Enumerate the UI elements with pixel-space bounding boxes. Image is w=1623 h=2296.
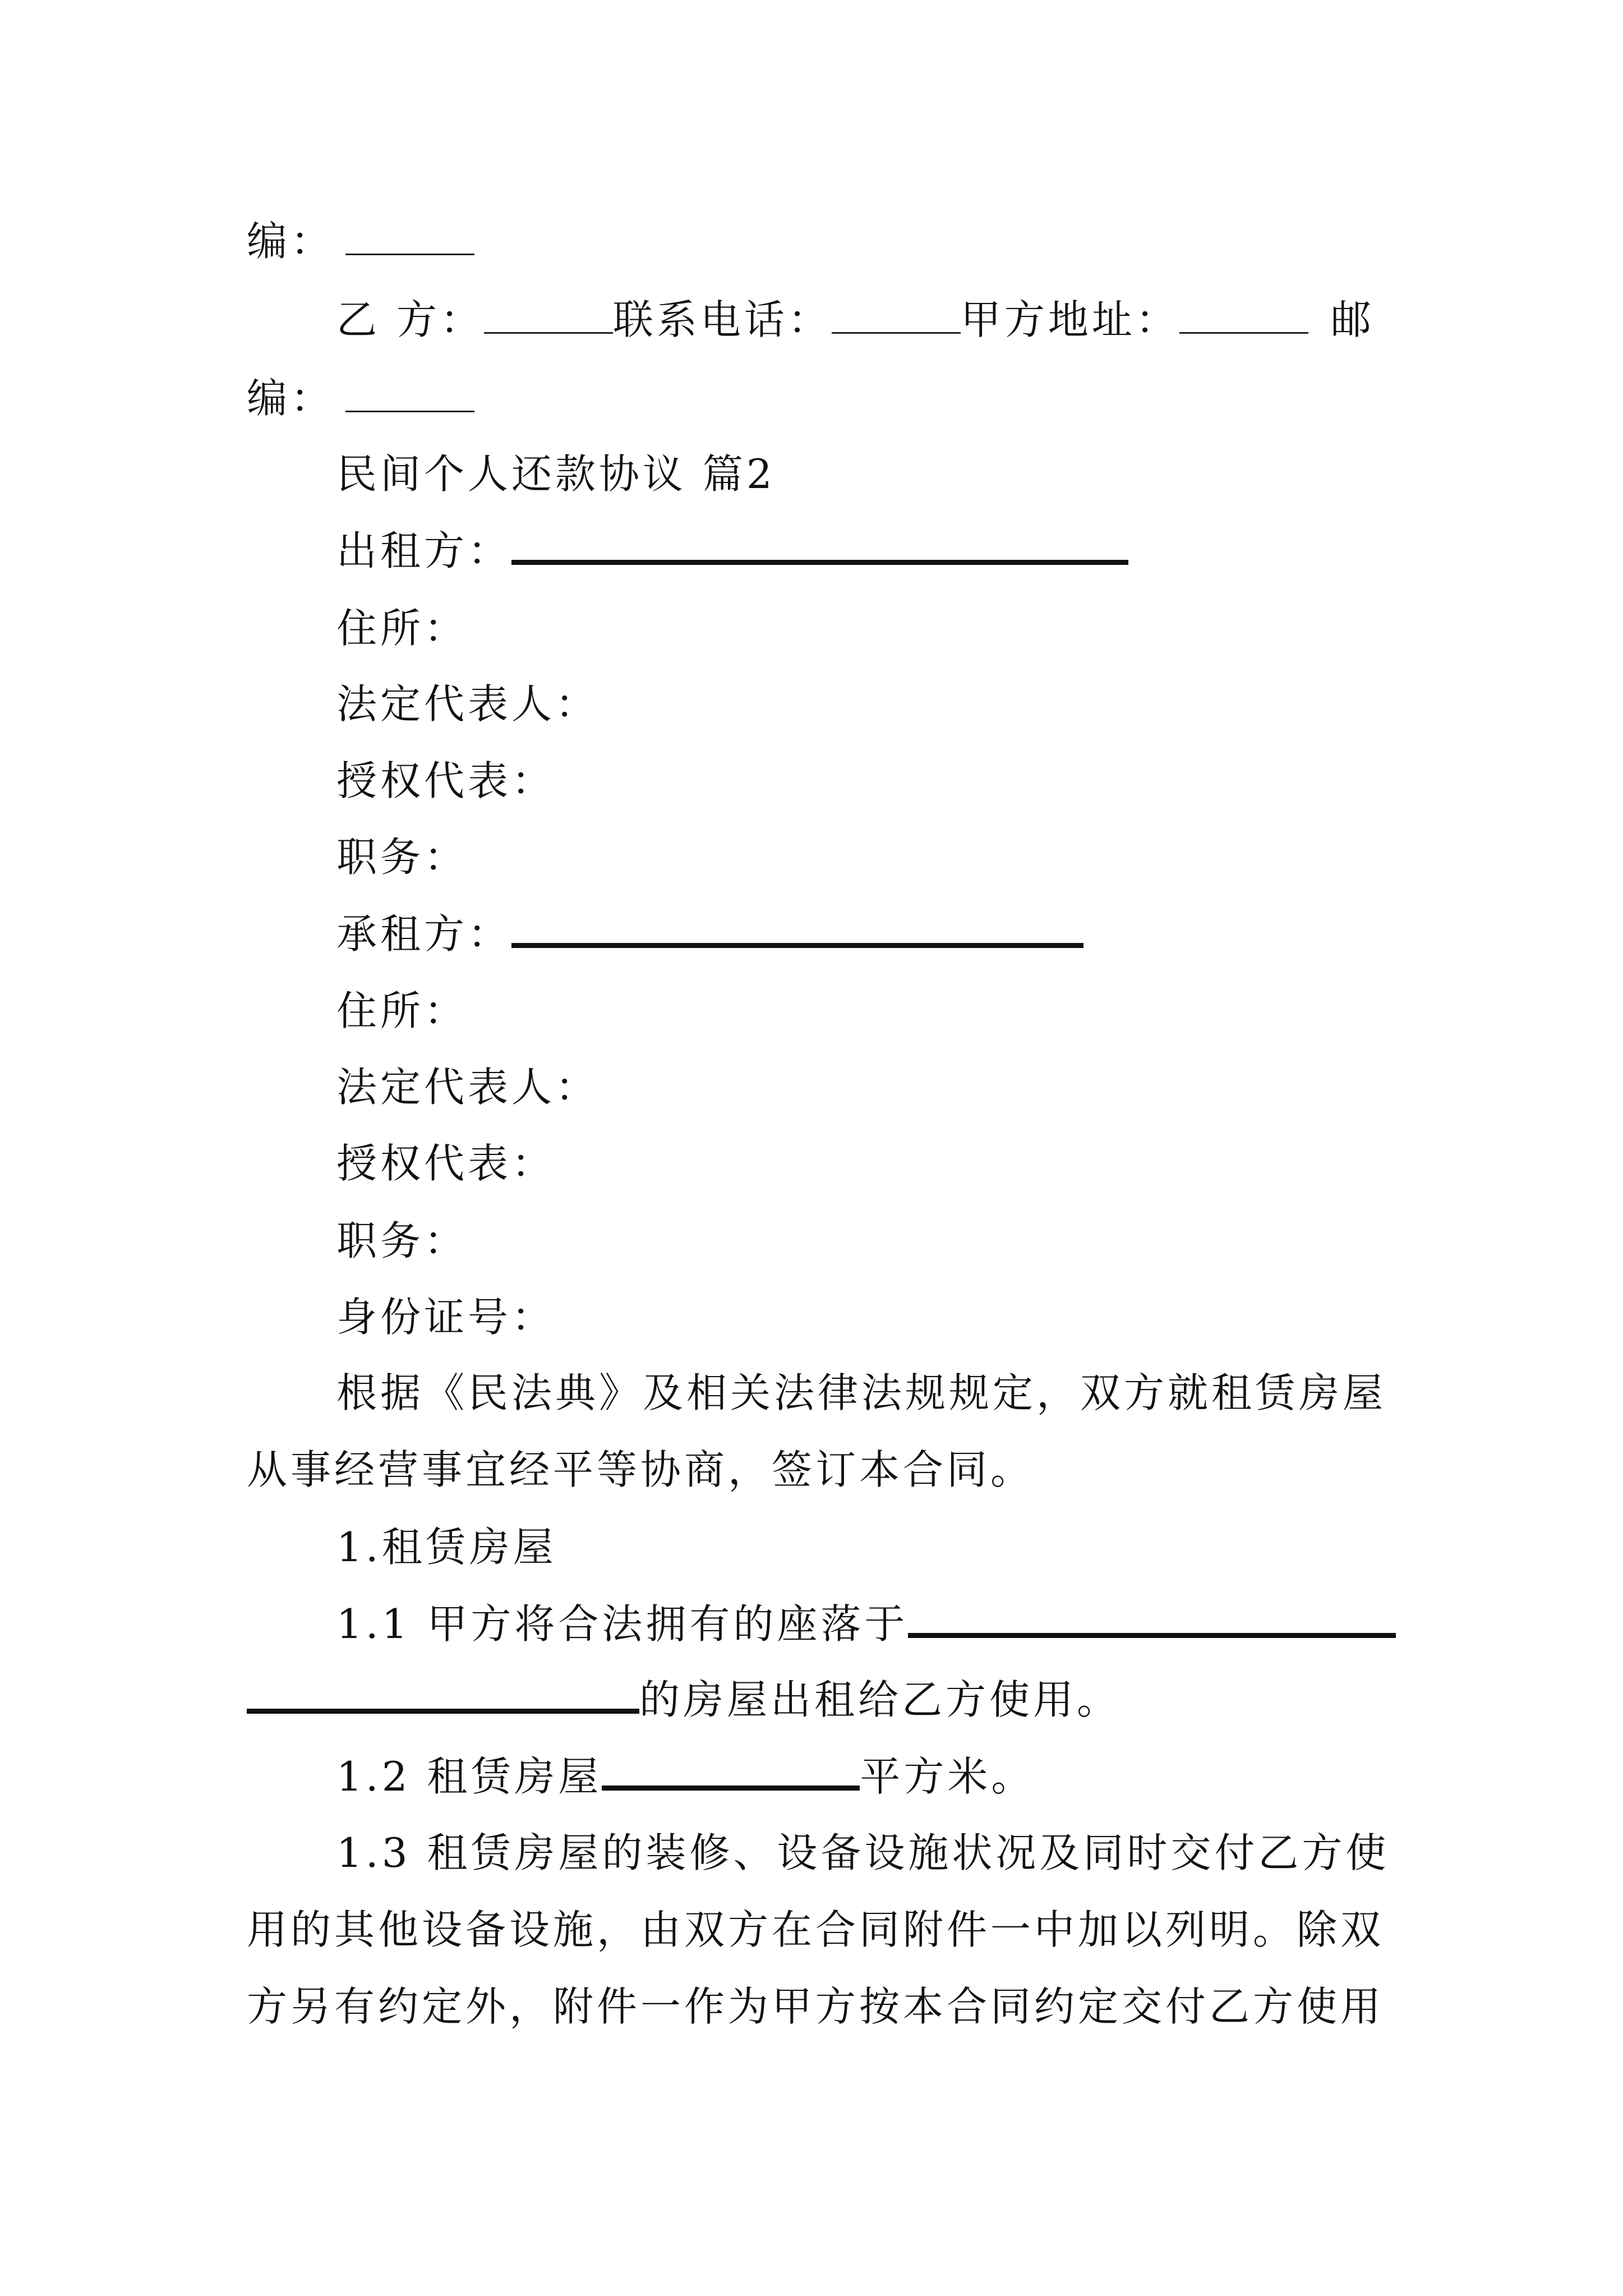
lessee-authorized-rep: 授权代表： — [336, 1140, 556, 1187]
lessee-blank[interactable] — [511, 910, 1083, 948]
location-blank-2[interactable] — [247, 1676, 639, 1714]
lessor-blank[interactable] — [511, 527, 1128, 565]
phone-label: 联系电话： — [612, 296, 832, 343]
intro-paragraph-line-2: 从事经营事宜经平等协商，签订本合同。 — [247, 1446, 1035, 1493]
zip-blank[interactable] — [345, 219, 474, 255]
address-label: 甲方地址： — [960, 296, 1179, 343]
clause-1-1-line-1 — [336, 1596, 1396, 1652]
party-b-label: 乙 方： — [336, 296, 484, 343]
location-blank-1[interactable] — [908, 1600, 1396, 1638]
clause-1-3-line-3: 方另有约定外，附件一作为甲方按本合同约定交付乙方使用 — [247, 1983, 1385, 2030]
zip-line-1 — [247, 213, 474, 269]
zip-label: 编： — [247, 375, 335, 422]
lessor-line — [336, 523, 1128, 579]
section-heading: 民间个人还款协议 篇2 — [336, 450, 776, 498]
section-1-title: 1.租赁房屋 — [336, 1524, 557, 1571]
zip-blank[interactable] — [345, 376, 474, 412]
zip-label: 编： — [247, 218, 335, 265]
clause-1-2 — [336, 1749, 1035, 1805]
lessor-address: 住所： — [336, 605, 468, 652]
lessor-legal-rep: 法定代表人： — [336, 680, 600, 728]
phone-blank[interactable] — [832, 297, 961, 334]
party-b-line — [336, 292, 1375, 348]
clause-1-1-text-end: 的房屋出租给乙方使用。 — [639, 1676, 1121, 1723]
clause-1-2-unit: 平方米。 — [860, 1753, 1035, 1800]
lessor-position: 职务： — [336, 834, 468, 881]
lessee-position: 职务： — [336, 1217, 468, 1264]
lessor-authorized-rep: 授权代表： — [336, 757, 556, 804]
lessee-address: 住所： — [336, 987, 468, 1034]
zip-label-start: 邮 — [1330, 296, 1375, 343]
area-blank[interactable] — [602, 1753, 860, 1791]
clause-1-3-line-1: 1.3 租赁房屋的装修、设备设施状况及同时交付乙方使 — [336, 1829, 1390, 1876]
zip-line-2 — [247, 370, 474, 426]
clause-1-3-line-2: 用的其他设备设施，由双方在合同附件一中加以列明。除双 — [247, 1906, 1385, 1953]
lessee-label: 承租方： — [336, 910, 512, 958]
lessee-line — [336, 906, 1083, 962]
party-b-blank[interactable] — [484, 297, 613, 334]
lessee-id-number: 身份证号： — [336, 1294, 556, 1341]
clause-1-1-text: 1.1 甲方将合法拥有的座落于 — [336, 1600, 909, 1648]
clause-1-2-text: 1.2 租赁房屋 — [336, 1753, 602, 1800]
address-blank[interactable] — [1179, 297, 1308, 334]
clause-1-1-line-2 — [247, 1672, 1121, 1728]
lessor-label: 出租方： — [336, 527, 512, 574]
intro-paragraph-line-1: 根据《民法典》及相关法律法规规定，双方就租赁房屋 — [336, 1369, 1387, 1416]
lessee-legal-rep: 法定代表人： — [336, 1064, 600, 1111]
